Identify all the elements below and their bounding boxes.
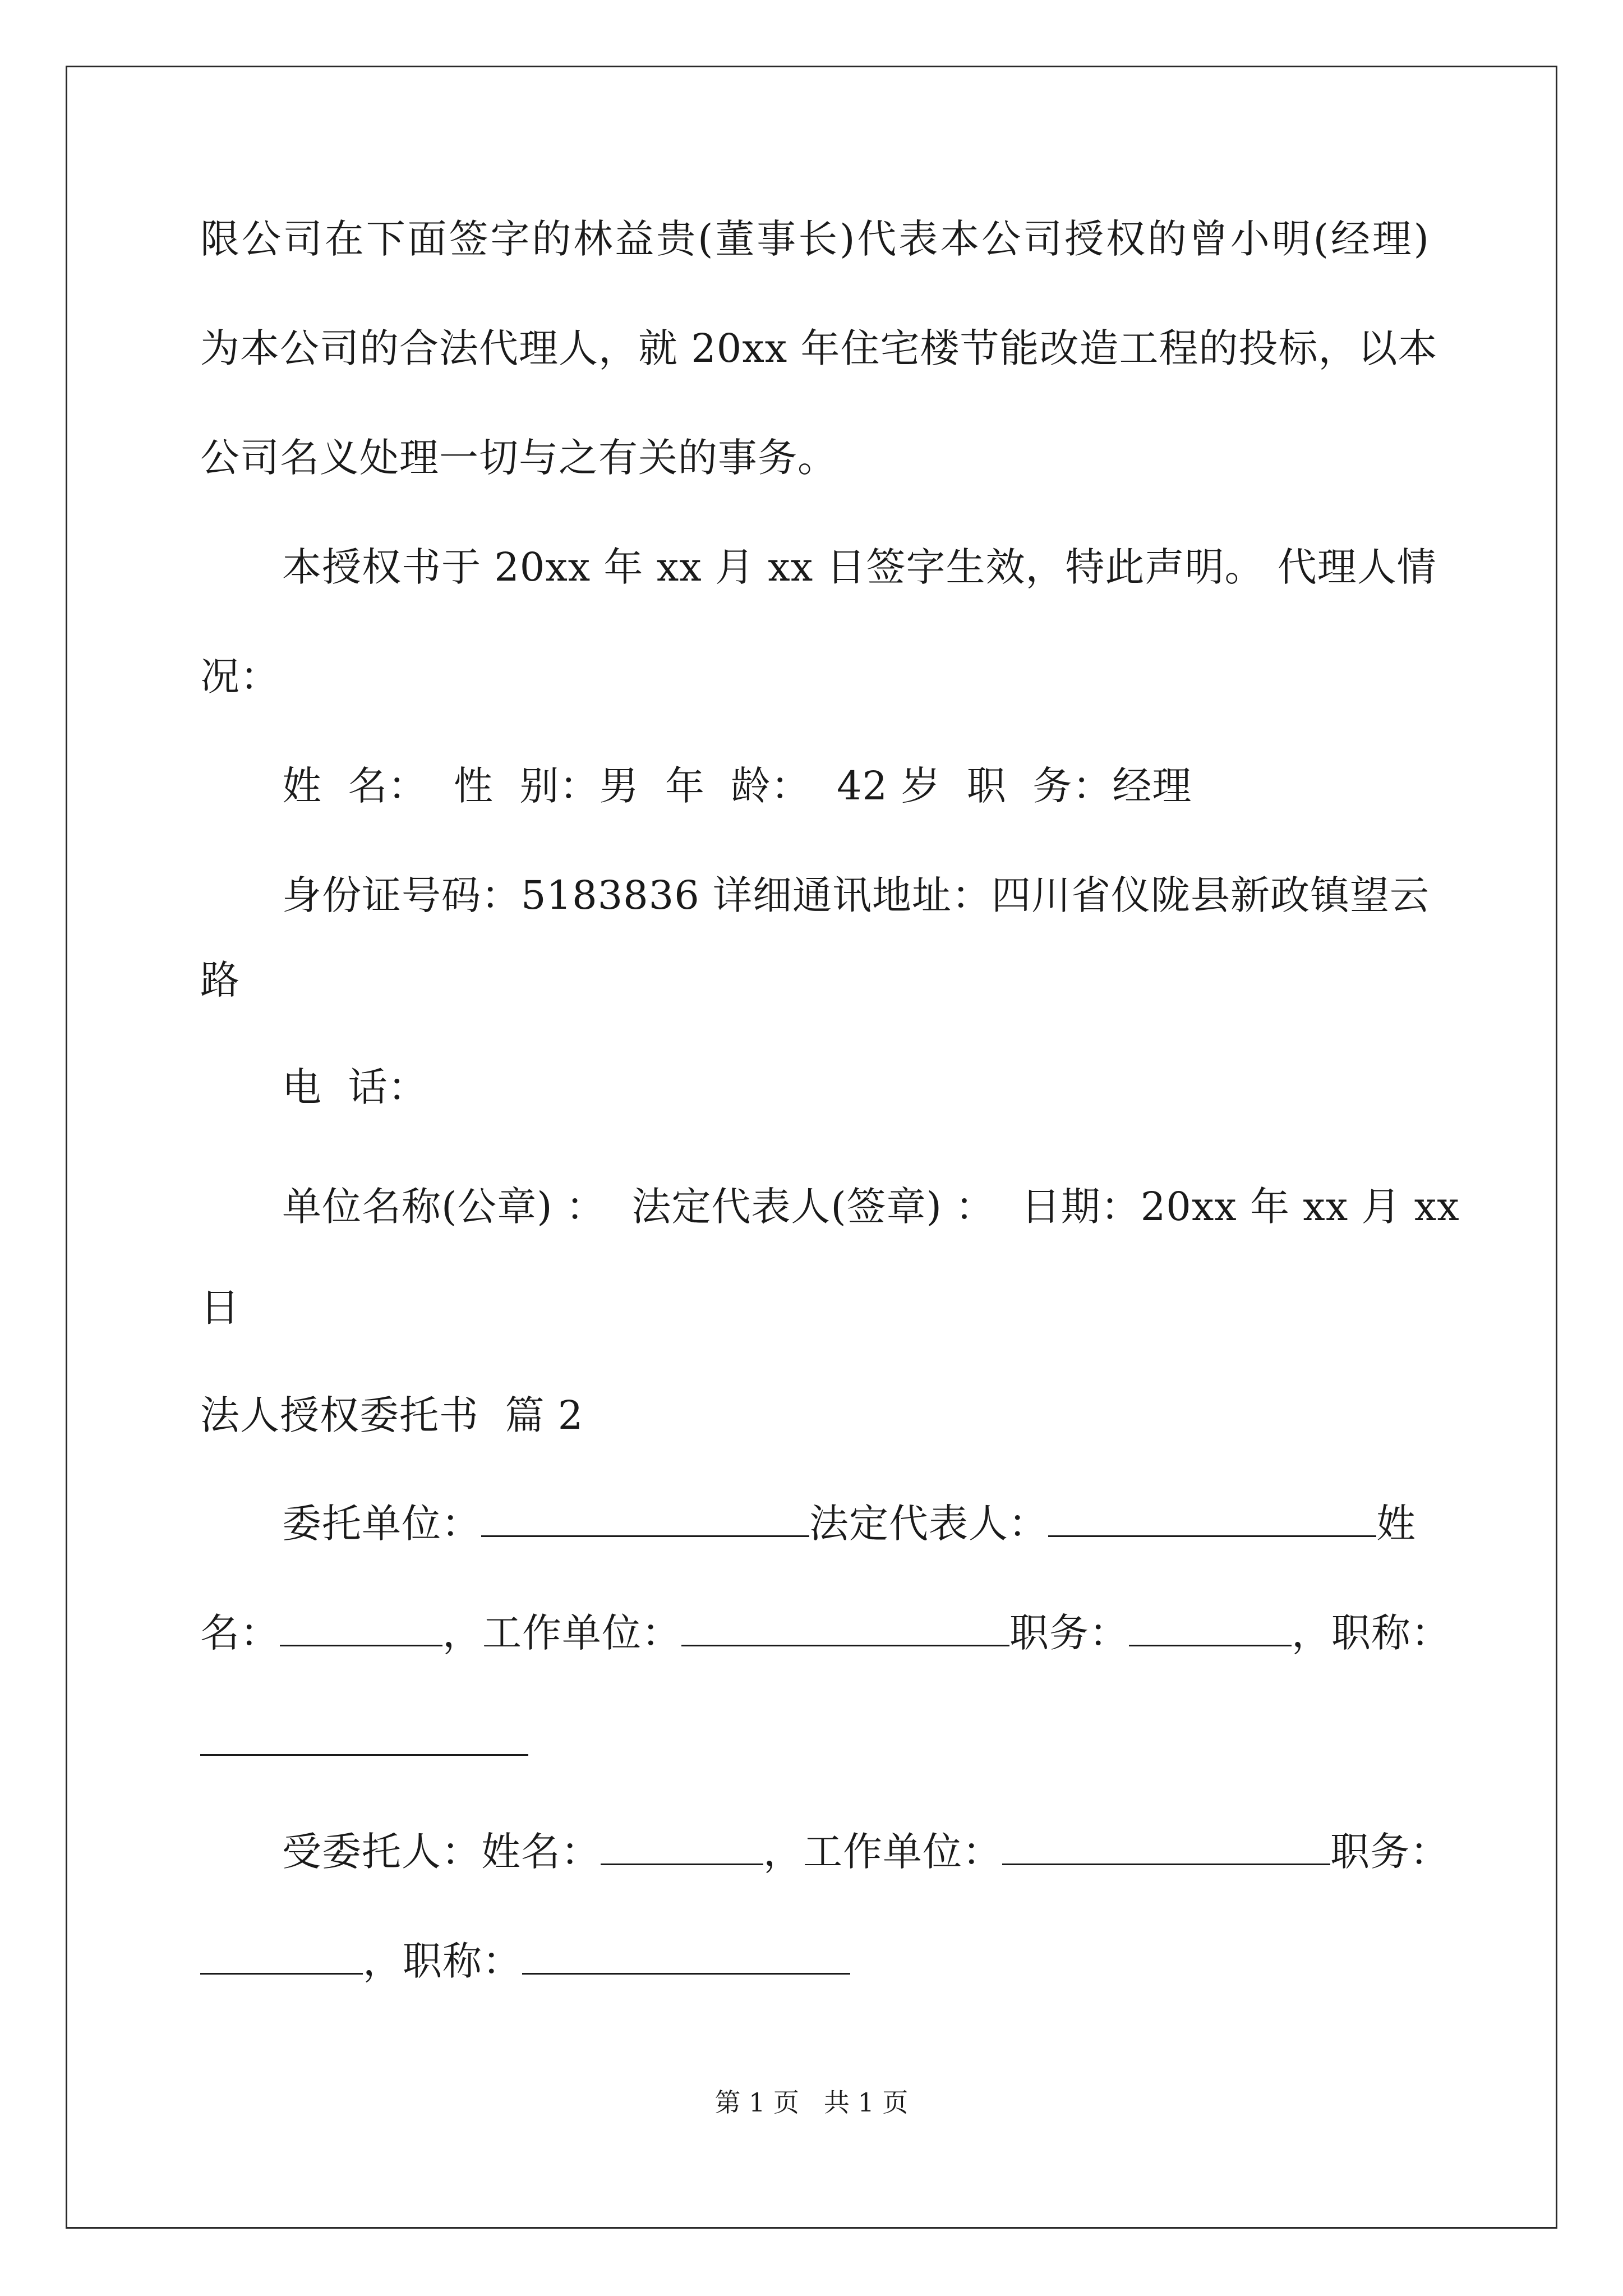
trustee-title-label: ，职称： bbox=[363, 1938, 522, 1984]
form-line-trustee-details bbox=[200, 1936, 850, 1986]
phone-line: 电 话： bbox=[282, 1064, 428, 1110]
paragraph-line-4: 本授权书于 20xx 年 xx 月 xx 日签字生效，特此声明。 代理人情 bbox=[282, 544, 1437, 590]
paragraph-line-2: 为本公司的合法代理人，就 20xx 年住宅楼节能改造工程的投标，以本 bbox=[200, 325, 1438, 371]
trustee-title-blank[interactable] bbox=[522, 1938, 850, 1975]
entrusting-unit-blank[interactable] bbox=[481, 1501, 809, 1537]
form-line-entruster-details bbox=[200, 1608, 1451, 1658]
section-title: 法人授权委托书 篇 2 bbox=[200, 1392, 584, 1438]
entruster-position-blank[interactable] bbox=[1129, 1610, 1292, 1646]
entruster-work-unit-blank[interactable] bbox=[681, 1610, 1009, 1646]
legal-rep-blank[interactable] bbox=[1048, 1501, 1376, 1537]
paragraph-line-5: 况： bbox=[200, 654, 280, 700]
trustee-position-blank[interactable] bbox=[200, 1938, 363, 1975]
paragraph-line-1: 限公司在下面签字的林益贵(董事长)代表本公司授权的曾小明(经理) bbox=[200, 216, 1430, 262]
work-unit-label: ，工作单位： bbox=[442, 1610, 681, 1656]
title-label: ，职称： bbox=[1292, 1610, 1451, 1656]
form-line-entruster-title bbox=[200, 1717, 528, 1768]
name-label-end: 名： bbox=[200, 1610, 280, 1656]
trustee-name-blank[interactable] bbox=[601, 1829, 763, 1865]
page-border bbox=[66, 66, 1557, 2229]
agent-info-line: 姓 名： 性 别：男 年 龄： 42 岁 职 务：经理 bbox=[282, 763, 1192, 809]
form-line-entrusting-unit bbox=[282, 1498, 1416, 1549]
legal-rep-label: 法定代表人： bbox=[809, 1501, 1048, 1547]
address-continuation: 路 bbox=[200, 957, 240, 1003]
position-label: 职务： bbox=[1009, 1610, 1129, 1656]
seal-signature-date-line: 单位名称(公章) ： 法定代表人(签章) ： 日期：20xx 年 xx 月 xx bbox=[282, 1184, 1460, 1230]
entruster-title-blank[interactable] bbox=[200, 1719, 528, 1756]
form-line-trustee bbox=[282, 1826, 1450, 1877]
trustee-label: 受委托人：姓名： bbox=[282, 1829, 601, 1875]
page-footer: 第 1 页 共 1 页 bbox=[714, 2087, 909, 2118]
trustee-position-label: 职务： bbox=[1330, 1829, 1450, 1875]
name-label-start: 姓 bbox=[1376, 1501, 1416, 1547]
entruster-name-blank[interactable] bbox=[280, 1610, 442, 1646]
paragraph-line-3: 公司名义处理一切与之有关的事务。 bbox=[200, 435, 837, 481]
entrusting-unit-label: 委托单位： bbox=[282, 1501, 481, 1547]
trustee-work-unit-blank[interactable] bbox=[1002, 1829, 1330, 1865]
date-continuation: 日 bbox=[200, 1285, 240, 1331]
trustee-work-unit-label: ，工作单位： bbox=[763, 1829, 1002, 1875]
id-address-line: 身份证号码：5183836 详细通讯地址：四川省仪陇县新政镇望云 bbox=[282, 872, 1430, 918]
